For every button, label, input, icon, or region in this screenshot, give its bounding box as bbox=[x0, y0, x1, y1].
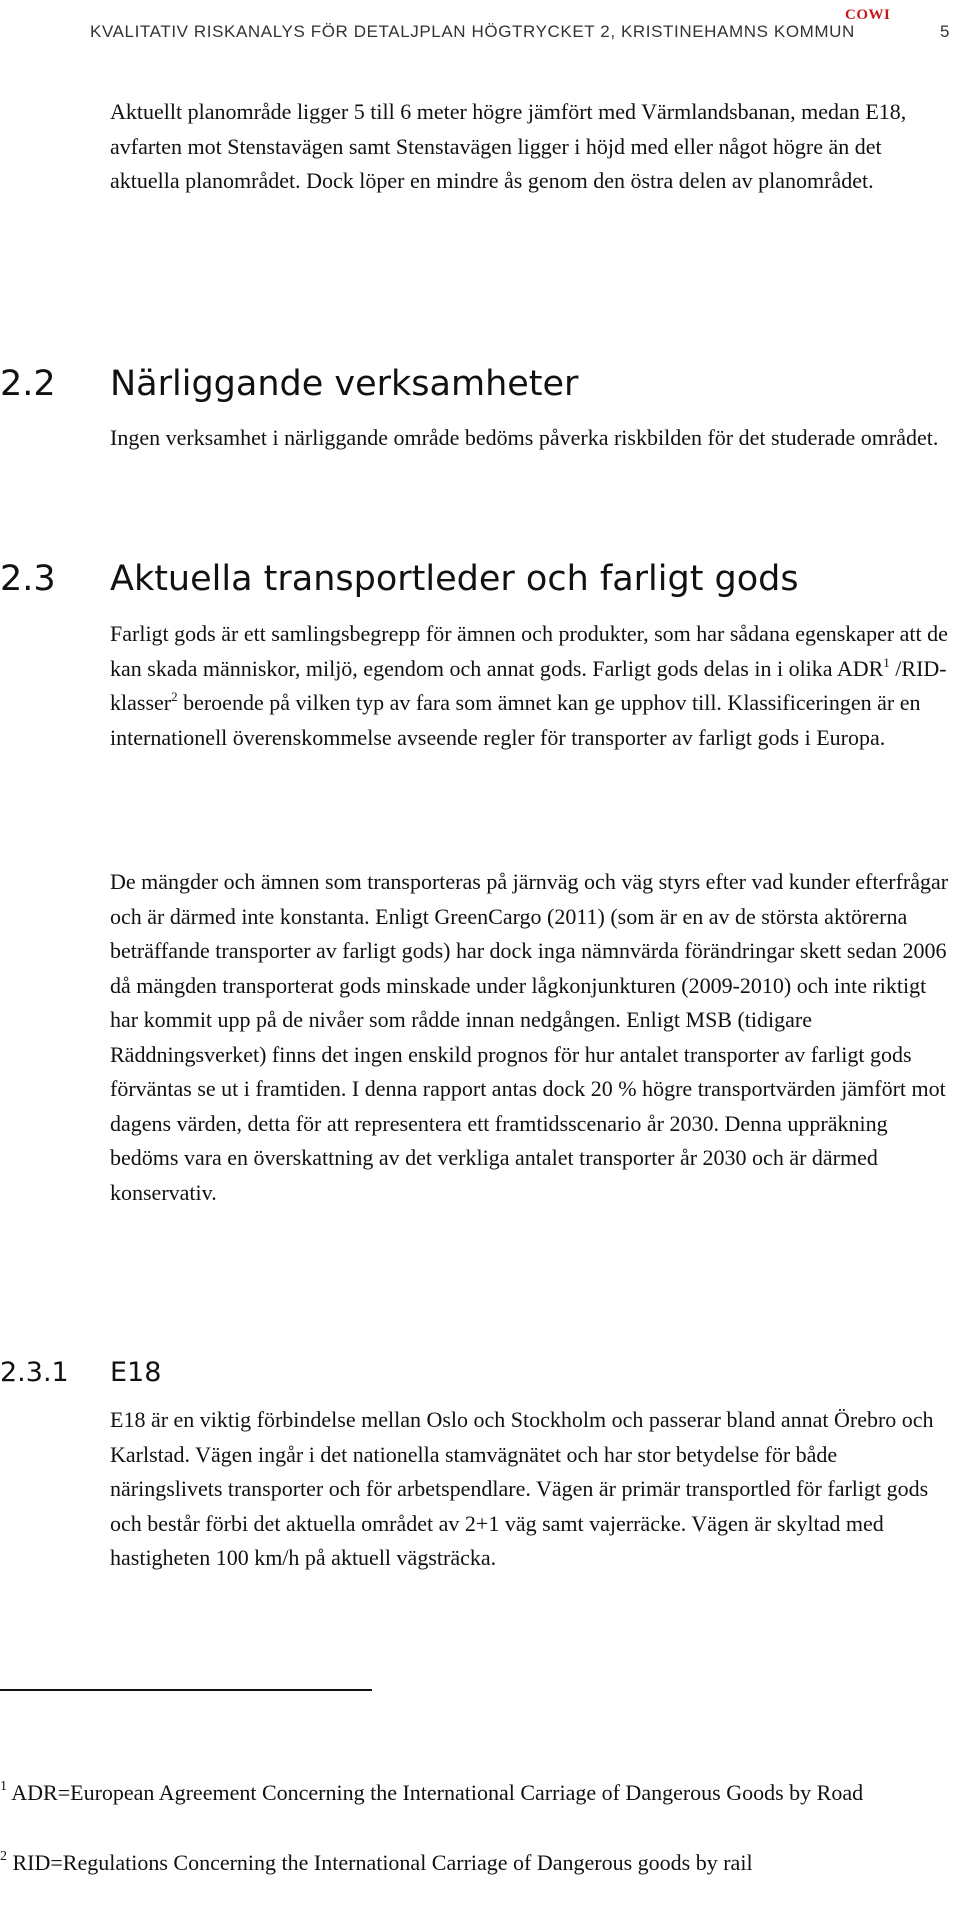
section-number: 2.3 bbox=[0, 559, 56, 599]
footnote-1 bbox=[0, 1776, 950, 1811]
header-title: KVALITATIV RISKANALYS FÖR DETALJPLAN HÖGTRYCKET 2, KRISTINEHAMNS KOMMUN bbox=[90, 22, 855, 41]
section-2-3-paragraph-1 bbox=[110, 617, 950, 755]
footnote-mark: 1 bbox=[0, 1779, 7, 1794]
footnote-mark: 2 bbox=[0, 1849, 7, 1864]
footnote-text: ADR=European Agreement Concerning the International Carriage of Dangerous Goods by Road bbox=[7, 1780, 864, 1805]
footnote-2 bbox=[0, 1846, 950, 1881]
section-number: 2.2 bbox=[0, 364, 56, 404]
footnote-ref-2: 2 bbox=[171, 689, 178, 704]
paragraph-text: /RID-klasser bbox=[110, 655, 947, 715]
footnote-text: RID=Regulations Concerning the International Carriage of Dangerous goods by rail bbox=[7, 1850, 753, 1875]
section-title: E18 bbox=[110, 1357, 162, 1388]
section-2-3-1-paragraph: E18 är en viktig förbindelse mellan Oslo och Stockholm och passerar bland annat Örebro och Karlstad. Vägen ingår i det nationella stamvägnätet och har stor betydelse för både näringslivets transporter och för arbetspendlare. Vägen är primär transportled för farligt gods och består förbi det aktuella området av 2+1 väg samt vajerräcke. Vägen är skyltad med hastigheten 100 km/h på aktuell vägsträcka. bbox=[110, 1407, 934, 1570]
footnote-ref-1: 1 bbox=[883, 654, 890, 670]
paragraph-text: beroende på vilken typ av fara som ämnet kan ge upphov till. Klassificeringen är en internationell överenskommelse avseende regler för transporter av farligt gods i Europa. bbox=[110, 690, 921, 750]
section-2-2-paragraph: Ingen verksamhet i närliggande område bedöms påverka riskbilden för det studerade området. bbox=[110, 425, 939, 450]
footnote-separator bbox=[0, 1689, 372, 1691]
section-heading-2-2 bbox=[0, 364, 950, 408]
paragraph-text: Farligt gods är ett samlingsbegrepp för ämnen och produkter, som har sådana egenskaper att de kan skada människor, miljö, egendom och annat gods. Farligt gods delas in i olika ADR bbox=[110, 621, 948, 681]
section-title: Aktuella transportleder och farligt gods bbox=[110, 559, 799, 599]
section-heading-2-3 bbox=[0, 559, 950, 603]
intro-paragraph: Aktuellt planområde ligger 5 till 6 meter högre jämfört med Värmlandsbanan, medan E18, avfarten mot Stenstavägen samt Stenstavägen ligger i höjd med eller något högre än det aktuella planområdet. Dock löper en mindre ås genom den östra delen av planområdet. bbox=[110, 99, 907, 193]
section-2-3-paragraph-2: De mängder och ämnen som transporteras på järnväg och väg styrs efter vad kunder efterfrågar och är därmed inte konstanta. Enligt GreenCargo (2011) (som är en av de största aktörerna beträffande transporter av farligt gods) har dock inga nämnvärda förändringar skett sedan 2006 då mängden transporterat gods minskade under lågkonjunkturen (2009-2010) och inte riktigt har kommit upp på de nivåer som rådde innan nedgången. Enligt MSB (tidigare Räddningsverket) finns det ingen enskild prognos för hur antalet transporter av farligt gods förväntas se ut i framtiden. I denna rapport antas dock 20 % högre transportvärden jämfört mot dagens värden, detta för att representera ett framtidsscenario år 2030. Denna uppräkning bedöms vara en överskattning av det verkliga antalet transporter år 2030 och är därmed konservativ. bbox=[110, 869, 949, 1205]
cowi-logo: COWI bbox=[845, 7, 891, 23]
page-number: 5 bbox=[940, 22, 950, 41]
section-number: 2.3.1 bbox=[0, 1357, 69, 1388]
page-header bbox=[90, 7, 950, 46]
section-heading-2-3-1 bbox=[0, 1357, 950, 1393]
section-title: Närliggande verksamheter bbox=[110, 364, 579, 404]
